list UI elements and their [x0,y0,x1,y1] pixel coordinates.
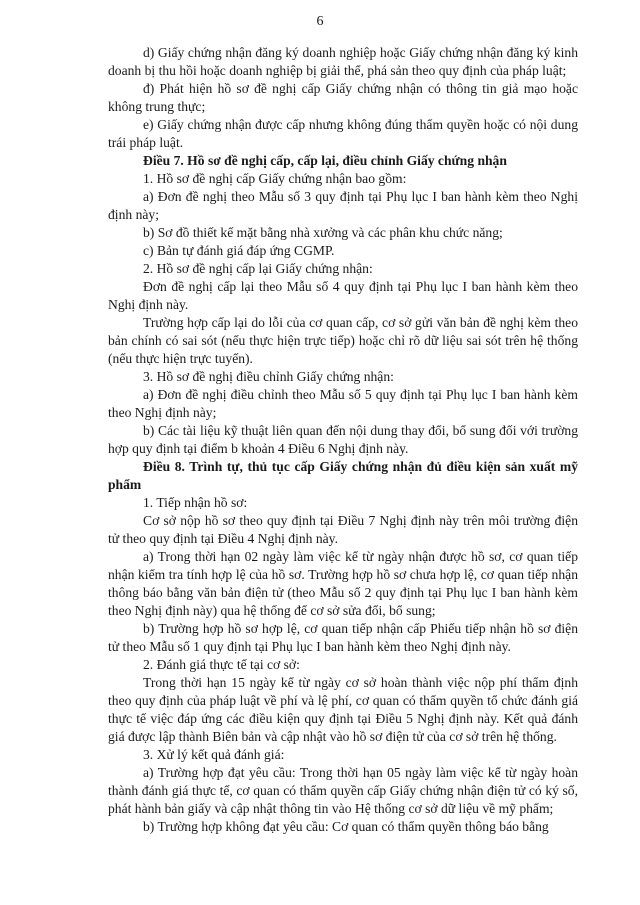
paragraph: 1. Tiếp nhận hồ sơ: [143,495,248,510]
paragraph: đ) Phát hiện hồ sơ đề nghị cấp Giấy chứng nhận có thông tin giả mạo hoặc không trung thực; [108,81,578,114]
paragraph: b) Trường hợp không đạt yêu cầu: Cơ quan có thẩm quyền thông báo bằng [143,819,549,834]
article-heading: Điều 8. Trình tự, thủ tục cấp Giấy chứng nhận đủ điều kiện sản xuất mỹ phẩm [108,459,578,492]
paragraph: 2. Hồ sơ đề nghị cấp lại Giấy chứng nhận: [143,261,373,276]
paragraph: Trong thời hạn 15 ngày kể từ ngày cơ sở hoàn thành việc nộp phí thẩm định theo quy định của pháp luật về phí và lệ phí, cơ quan có thẩm quyền tổ chức đánh giá thực tế việc đáp ứng các điều kiện quy định tại Điều 5 Nghị định này. Kết quả đánh giá được lập thành Biên bản và cập nhật vào hồ sơ điện tử của cơ sở trên hệ thống. [108,675,578,744]
paragraph: b) Sơ đồ thiết kế mặt bằng nhà xưởng và các phân khu chức năng; [143,225,503,240]
paragraph: b) Các tài liệu kỹ thuật liên quan đến nội dung thay đổi, bổ sung đối với trường hợp quy định tại điểm b khoản 4 Điều 6 Nghị định này. [108,423,578,456]
paragraph: 1. Hồ sơ đề nghị cấp Giấy chứng nhận bao gồm: [143,171,407,186]
paragraph: a) Đơn đề nghị theo Mẫu số 3 quy định tại Phụ lục I ban hành kèm theo Nghị định này; [108,189,578,222]
paragraph: a) Trường hợp đạt yêu cầu: Trong thời hạn 05 ngày làm việc kể từ ngày hoàn thành đánh giá thực tế, cơ quan có thẩm quyền cấp Giấy chứng nhận điện tử có ký số, phát hành bản giấy và cập nhật thông tin vào Hệ thống cơ sở dữ liệu về mỹ phẩm; [108,765,578,816]
paragraph: 3. Xử lý kết quả đánh giá: [143,747,285,762]
page-number: 6 [316,14,324,29]
paragraph: e) Giấy chứng nhận được cấp nhưng không đúng thẩm quyền hoặc có nội dung trái pháp luật. [108,117,578,150]
paragraph: 2. Đánh giá thực tế tại cơ sở: [143,657,300,672]
paragraph: 3. Hồ sơ đề nghị điều chỉnh Giấy chứng nhận: [143,369,394,384]
paragraph: a) Đơn đề nghị điều chỉnh theo Mẫu số 5 quy định tại Phụ lục I ban hành kèm theo Nghị định này; [108,387,578,420]
document-body [108,44,578,836]
paragraph: a) Trong thời hạn 02 ngày làm việc kể từ ngày nhận được hồ sơ, cơ quan tiếp nhận kiểm tra tính hợp lệ của hồ sơ. Trường hợp hồ sơ chưa hợp lệ, cơ quan tiếp nhận thông báo bằng văn bản điện tử (theo Mẫu số 2 quy định tại Phụ lục I ban hành kèm theo Nghị định này) qua hệ thống để cơ sở sửa đổi, bổ sung; [108,549,578,618]
paragraph: Trường hợp cấp lại do lỗi của cơ quan cấp, cơ sở gửi văn bản đề nghị kèm theo bản chính có sai sót (nếu thực hiện trực tiếp) hoặc chỉ rõ dữ liệu sai sót trên hệ thống (nếu thực hiện trực tuyến). [108,315,578,366]
paragraph: Cơ sở nộp hồ sơ theo quy định tại Điều 7 Nghị định này trên môi trường điện tử theo quy định tại Điều 4 Nghị định này. [108,513,578,546]
paragraph: c) Bản tự đánh giá đáp ứng CGMP. [143,243,335,258]
article-heading: Điều 7. Hồ sơ đề nghị cấp, cấp lại, điều chỉnh Giấy chứng nhận [143,153,507,168]
paragraph: b) Trường hợp hồ sơ hợp lệ, cơ quan tiếp nhận cấp Phiếu tiếp nhận hồ sơ điện tử theo Mẫu số 1 quy định tại Phụ lục I ban hành kèm theo Nghị định này. [108,621,578,654]
paragraph: d) Giấy chứng nhận đăng ký doanh nghiệp hoặc Giấy chứng nhận đăng ký kinh doanh bị thu hồi hoặc doanh nghiệp bị giải thể, phá sản theo quy định của pháp luật; [108,45,578,78]
paragraph: Đơn đề nghị cấp lại theo Mẫu số 4 quy định tại Phụ lục I ban hành kèm theo Nghị định này. [108,279,578,312]
